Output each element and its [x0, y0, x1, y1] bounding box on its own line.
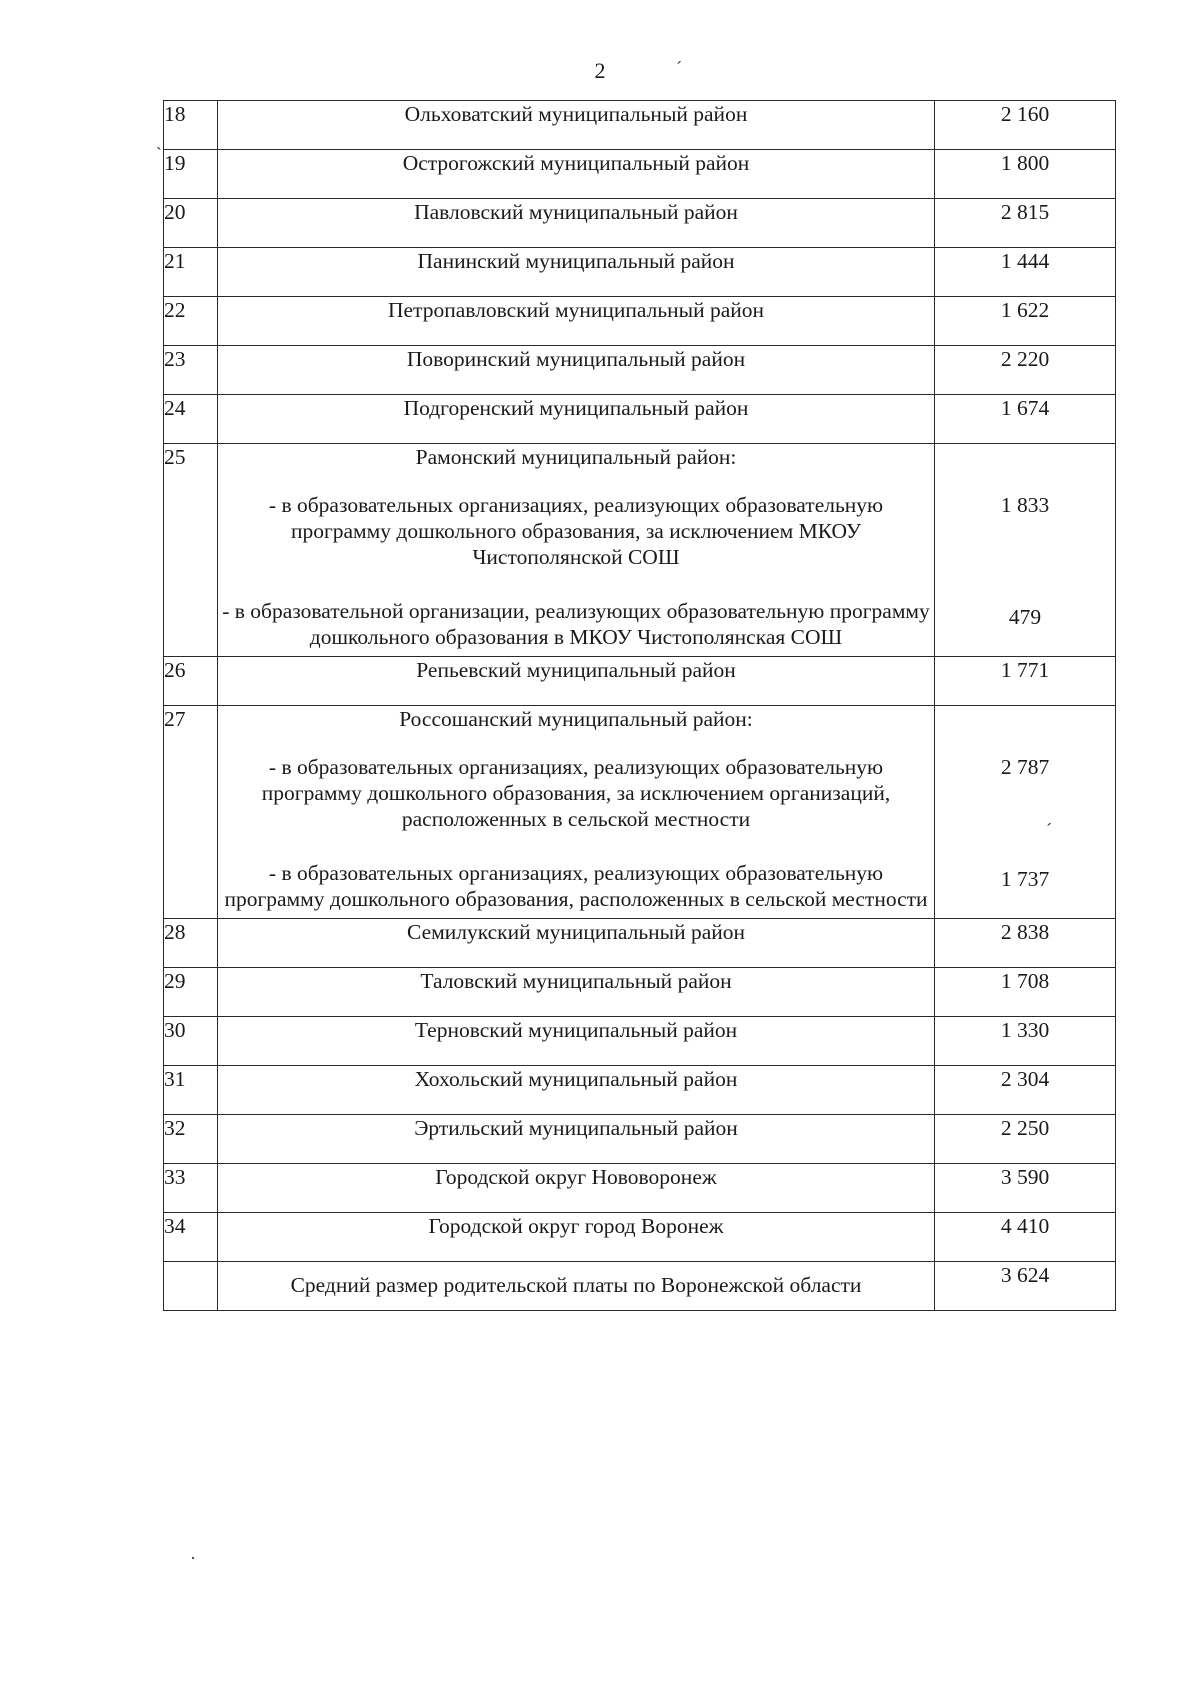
row-number: 26	[164, 657, 218, 706]
district-name: Эртильский муниципальный район	[218, 1115, 935, 1164]
district-name: Панинский муниципальный район	[218, 248, 935, 297]
table-row-ramonsky	[164, 444, 1116, 657]
scan-mark: ˏ	[156, 130, 162, 150]
scan-mark: ˊ	[1046, 820, 1052, 840]
fee-values	[935, 706, 1116, 919]
fee-value: 2 160	[935, 101, 1116, 150]
fee-value: 1 833	[1000, 493, 1050, 517]
fee-value: 1 800	[935, 150, 1116, 199]
table-row	[164, 248, 1116, 297]
table-row	[164, 1017, 1116, 1066]
sub-category-text: - в образовательных организациях, реализующих образовательную программу дошкольного образования, за исключением МКОУ Чистополянской СОШ	[268, 493, 884, 569]
row-number: 30	[164, 1017, 218, 1066]
row-number: 24	[164, 395, 218, 444]
table-footer-row	[164, 1262, 1116, 1311]
district-title: Рамонский муниципальный район:	[415, 445, 737, 469]
table-row	[164, 150, 1116, 199]
row-number: 20	[164, 199, 218, 248]
fee-value: 2 787	[1000, 755, 1050, 779]
table-row	[164, 199, 1116, 248]
row-number: 28	[164, 919, 218, 968]
row-number-empty	[164, 1262, 218, 1311]
fee-value: 2 304	[935, 1066, 1116, 1115]
row-number: 34	[164, 1213, 218, 1262]
district-breakdown	[218, 706, 935, 919]
page-number: 2	[594, 58, 606, 83]
row-number: 22	[164, 297, 218, 346]
fee-value: 1 771	[935, 657, 1116, 706]
sub-category-text: - в образовательной организации, реализующих образовательную программу дошкольного образования в МКОУ Чистополянская СОШ	[222, 599, 930, 649]
district-name: Ольховатский муниципальный район	[218, 101, 935, 150]
district-name: Семилукский муниципальный район	[218, 919, 935, 968]
fee-value: 2 250	[935, 1115, 1116, 1164]
district-name: Таловский муниципальный район	[218, 968, 935, 1017]
row-number: 18	[164, 101, 218, 150]
district-name: Павловский муниципальный район	[218, 199, 935, 248]
row-number: 33	[164, 1164, 218, 1213]
row-number: 25	[164, 444, 218, 657]
fee-value: 2 838	[935, 919, 1116, 968]
table-row-rossoshansky	[164, 706, 1116, 919]
district-name: Поворинский муниципальный район	[218, 346, 935, 395]
row-number: 27	[164, 706, 218, 919]
fee-value: 2 220	[935, 346, 1116, 395]
row-number: 21	[164, 248, 218, 297]
fee-value: 1 674	[935, 395, 1116, 444]
district-name: Городской округ город Воронеж	[218, 1213, 935, 1262]
row-number: 23	[164, 346, 218, 395]
table-row	[164, 919, 1116, 968]
average-fee-value: 3 624	[935, 1262, 1116, 1311]
row-number: 32	[164, 1115, 218, 1164]
table-row	[164, 1164, 1116, 1213]
fee-value: 479	[1008, 605, 1042, 629]
table-row	[164, 968, 1116, 1017]
district-breakdown	[218, 444, 935, 657]
scan-mark: ·	[190, 1548, 196, 1568]
fee-value: 1 622	[935, 297, 1116, 346]
table-row	[164, 346, 1116, 395]
district-title: Россошанский муниципальный район:	[399, 707, 753, 731]
district-name: Терновский муниципальный район	[218, 1017, 935, 1066]
fee-value: 2 815	[935, 199, 1116, 248]
district-name: Петропавловский муниципальный район	[218, 297, 935, 346]
district-name: Хохольский муниципальный район	[218, 1066, 935, 1115]
fee-value: 4 410	[935, 1213, 1116, 1262]
sub-category-text: - в образовательных организациях, реализующих образовательную программу дошкольного образования, за исключением организаций, расположенных в сельской местности	[261, 755, 891, 831]
table-row	[164, 1115, 1116, 1164]
row-number: 31	[164, 1066, 218, 1115]
district-name: Острогожский муниципальный район	[218, 150, 935, 199]
fees-table	[163, 100, 1116, 1311]
fee-value: 1 708	[935, 968, 1116, 1017]
fee-value: 1 444	[935, 248, 1116, 297]
district-name: Подгоренский муниципальный район	[218, 395, 935, 444]
fee-value: 3 590	[935, 1164, 1116, 1213]
table-row	[164, 657, 1116, 706]
district-name: Репьевский муниципальный район	[218, 657, 935, 706]
average-fee-label: Средний размер родительской платы по Воронежской области	[218, 1262, 935, 1311]
table-row	[164, 1213, 1116, 1262]
sub-category-text: - в образовательных организациях, реализующих образовательную программу дошкольного образования, расположенных в сельской местности	[224, 861, 928, 911]
fee-value: 1 330	[935, 1017, 1116, 1066]
scan-mark: ˊ	[676, 58, 682, 78]
fee-values	[935, 444, 1116, 657]
row-number: 19	[164, 150, 218, 199]
table-row	[164, 395, 1116, 444]
table-row	[164, 1066, 1116, 1115]
row-number: 29	[164, 968, 218, 1017]
district-name: Городской округ Нововоронеж	[218, 1164, 935, 1213]
fee-value: 1 737	[1000, 867, 1050, 891]
table-row	[164, 297, 1116, 346]
table-row	[164, 101, 1116, 150]
